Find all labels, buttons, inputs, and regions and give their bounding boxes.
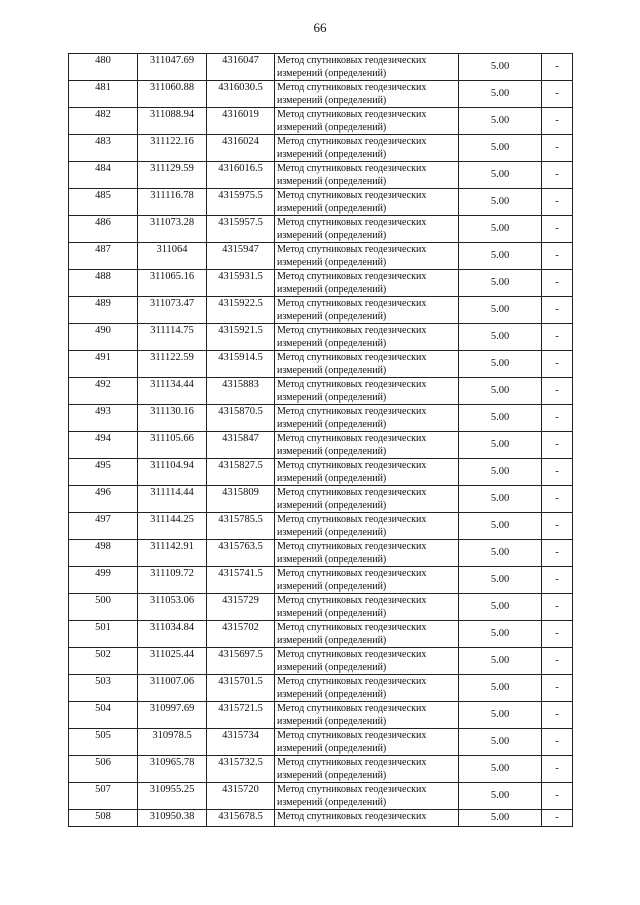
method-cell: Метод спутниковых геодезических измерений (определений) (275, 297, 459, 324)
x-coordinate-cell: 310955.25 (138, 783, 207, 810)
accuracy-cell: 5.00 (459, 270, 542, 297)
point-number-cell: 487 (69, 243, 138, 270)
x-coordinate-cell: 311007.06 (138, 675, 207, 702)
note-cell: - (542, 675, 573, 702)
x-coordinate-cell: 311114.75 (138, 324, 207, 351)
note-cell: - (542, 351, 573, 378)
y-coordinate-cell: 4315701.5 (207, 675, 275, 702)
accuracy-cell: 5.00 (459, 756, 542, 783)
y-coordinate-cell: 4316016.5 (207, 162, 275, 189)
table-row (69, 513, 573, 540)
x-coordinate-cell: 311134.44 (138, 378, 207, 405)
accuracy-cell: 5.00 (459, 783, 542, 810)
x-coordinate-cell: 311034.84 (138, 621, 207, 648)
method-cell: Метод спутниковых геодезических измерений (определений) (275, 432, 459, 459)
table-row (69, 486, 573, 513)
x-coordinate-cell: 311088.94 (138, 108, 207, 135)
point-number-cell: 507 (69, 783, 138, 810)
point-number-cell: 483 (69, 135, 138, 162)
method-cell: Метод спутниковых геодезических измерений (определений) (275, 756, 459, 783)
note-cell: - (542, 810, 573, 827)
method-cell: Метод спутниковых геодезических измерений (определений) (275, 783, 459, 810)
x-coordinate-cell: 311104.94 (138, 459, 207, 486)
note-cell: - (542, 297, 573, 324)
accuracy-cell: 5.00 (459, 216, 542, 243)
x-coordinate-cell: 311144.25 (138, 513, 207, 540)
table-row (69, 81, 573, 108)
y-coordinate-cell: 4315883 (207, 378, 275, 405)
table-row (69, 189, 573, 216)
y-coordinate-cell: 4316047 (207, 54, 275, 81)
y-coordinate-cell: 4315721.5 (207, 702, 275, 729)
table-row (69, 567, 573, 594)
x-coordinate-cell: 311129.59 (138, 162, 207, 189)
note-cell: - (542, 189, 573, 216)
y-coordinate-cell: 4316024 (207, 135, 275, 162)
method-cell: Метод спутниковых геодезических измерений (определений) (275, 594, 459, 621)
note-cell: - (542, 621, 573, 648)
y-coordinate-cell: 4315870.5 (207, 405, 275, 432)
y-coordinate-cell: 4315809 (207, 486, 275, 513)
point-number-cell: 500 (69, 594, 138, 621)
y-coordinate-cell: 4315785.5 (207, 513, 275, 540)
accuracy-cell: 5.00 (459, 351, 542, 378)
table-row (69, 756, 573, 783)
table-row (69, 54, 573, 81)
method-cell: Метод спутниковых геодезических измерений (определений) (275, 324, 459, 351)
point-number-cell: 490 (69, 324, 138, 351)
point-number-cell: 495 (69, 459, 138, 486)
coordinates-table (68, 53, 573, 827)
table-row (69, 594, 573, 621)
y-coordinate-cell: 4315763.5 (207, 540, 275, 567)
x-coordinate-cell: 311060.88 (138, 81, 207, 108)
point-number-cell: 486 (69, 216, 138, 243)
table-row (69, 648, 573, 675)
accuracy-cell: 5.00 (459, 594, 542, 621)
accuracy-cell: 5.00 (459, 162, 542, 189)
accuracy-cell: 5.00 (459, 189, 542, 216)
method-cell: Метод спутниковых геодезических измерений (определений) (275, 675, 459, 702)
accuracy-cell: 5.00 (459, 324, 542, 351)
y-coordinate-cell: 4316030.5 (207, 81, 275, 108)
y-coordinate-cell: 4315921.5 (207, 324, 275, 351)
table-row (69, 324, 573, 351)
method-cell: Метод спутниковых геодезических измерений (определений) (275, 621, 459, 648)
point-number-cell: 480 (69, 54, 138, 81)
accuracy-cell: 5.00 (459, 432, 542, 459)
y-coordinate-cell: 4316019 (207, 108, 275, 135)
note-cell: - (542, 162, 573, 189)
x-coordinate-cell: 310997.69 (138, 702, 207, 729)
note-cell: - (542, 216, 573, 243)
x-coordinate-cell: 311142.91 (138, 540, 207, 567)
y-coordinate-cell: 4315729 (207, 594, 275, 621)
x-coordinate-cell: 311064 (138, 243, 207, 270)
method-cell: Метод спутниковых геодезических измерений (определений) (275, 378, 459, 405)
accuracy-cell: 5.00 (459, 648, 542, 675)
point-number-cell: 492 (69, 378, 138, 405)
point-number-cell: 482 (69, 108, 138, 135)
method-cell: Метод спутниковых геодезических измерений (определений) (275, 513, 459, 540)
note-cell: - (542, 81, 573, 108)
table-row (69, 783, 573, 810)
accuracy-cell: 5.00 (459, 243, 542, 270)
note-cell: - (542, 405, 573, 432)
table-row (69, 162, 573, 189)
point-number-cell: 498 (69, 540, 138, 567)
table-row (69, 432, 573, 459)
method-cell: Метод спутниковых геодезических измерений (определений) (275, 108, 459, 135)
note-cell: - (542, 432, 573, 459)
point-number-cell: 488 (69, 270, 138, 297)
note-cell: - (542, 567, 573, 594)
table-row (69, 297, 573, 324)
note-cell: - (542, 594, 573, 621)
y-coordinate-cell: 4315914.5 (207, 351, 275, 378)
point-number-cell: 491 (69, 351, 138, 378)
table-row (69, 216, 573, 243)
y-coordinate-cell: 4315957.5 (207, 216, 275, 243)
y-coordinate-cell: 4315697.5 (207, 648, 275, 675)
note-cell: - (542, 270, 573, 297)
accuracy-cell: 5.00 (459, 108, 542, 135)
accuracy-cell: 5.00 (459, 135, 542, 162)
method-cell: Метод спутниковых геодезических измерений (определений) (275, 540, 459, 567)
note-cell: - (542, 486, 573, 513)
method-cell: Метод спутниковых геодезических измерений (определений) (275, 567, 459, 594)
method-cell: Метод спутниковых геодезических измерений (определений) (275, 135, 459, 162)
x-coordinate-cell: 310950.38 (138, 810, 207, 827)
method-cell: Метод спутниковых геодезических измерений (определений) (275, 270, 459, 297)
y-coordinate-cell: 4315922.5 (207, 297, 275, 324)
point-number-cell: 497 (69, 513, 138, 540)
accuracy-cell: 5.00 (459, 675, 542, 702)
page-number: 66 (313, 20, 327, 35)
method-cell: Метод спутниковых геодезических измерений (определений) (275, 486, 459, 513)
x-coordinate-cell: 311122.16 (138, 135, 207, 162)
accuracy-cell: 5.00 (459, 702, 542, 729)
accuracy-cell: 5.00 (459, 459, 542, 486)
y-coordinate-cell: 4315827.5 (207, 459, 275, 486)
accuracy-cell: 5.00 (459, 486, 542, 513)
table-row (69, 729, 573, 756)
note-cell: - (542, 702, 573, 729)
point-number-cell: 504 (69, 702, 138, 729)
method-cell: Метод спутниковых геодезических измерений (определений) (275, 405, 459, 432)
method-cell: Метод спутниковых геодезических измерений (определений) (275, 81, 459, 108)
x-coordinate-cell: 311053.06 (138, 594, 207, 621)
note-cell: - (542, 108, 573, 135)
method-cell: Метод спутниковых геодезических измерений (определений) (275, 729, 459, 756)
point-number-cell: 496 (69, 486, 138, 513)
point-number-cell: 494 (69, 432, 138, 459)
point-number-cell: 499 (69, 567, 138, 594)
accuracy-cell: 5.00 (459, 729, 542, 756)
note-cell: - (542, 783, 573, 810)
table-row (69, 810, 573, 827)
accuracy-cell: 5.00 (459, 513, 542, 540)
x-coordinate-cell: 311116.78 (138, 189, 207, 216)
accuracy-cell: 5.00 (459, 378, 542, 405)
accuracy-cell: 5.00 (459, 567, 542, 594)
x-coordinate-cell: 311047.69 (138, 54, 207, 81)
y-coordinate-cell: 4315732.5 (207, 756, 275, 783)
table-row (69, 135, 573, 162)
x-coordinate-cell: 311109.72 (138, 567, 207, 594)
x-coordinate-cell: 311105.66 (138, 432, 207, 459)
note-cell: - (542, 459, 573, 486)
table-row (69, 270, 573, 297)
x-coordinate-cell: 311114.44 (138, 486, 207, 513)
accuracy-cell: 5.00 (459, 621, 542, 648)
y-coordinate-cell: 4315678.5 (207, 810, 275, 827)
table-row (69, 459, 573, 486)
y-coordinate-cell: 4315931.5 (207, 270, 275, 297)
x-coordinate-cell: 311130.16 (138, 405, 207, 432)
method-cell: Метод спутниковых геодезических измерений (определений) (275, 702, 459, 729)
note-cell: - (542, 729, 573, 756)
table-row (69, 378, 573, 405)
accuracy-cell: 5.00 (459, 810, 542, 827)
table-row (69, 621, 573, 648)
point-number-cell: 505 (69, 729, 138, 756)
point-number-cell: 493 (69, 405, 138, 432)
method-cell: Метод спутниковых геодезических измерений (определений) (275, 216, 459, 243)
x-coordinate-cell: 310978.5 (138, 729, 207, 756)
y-coordinate-cell: 4315975.5 (207, 189, 275, 216)
note-cell: - (542, 135, 573, 162)
method-cell: Метод спутниковых геодезических измерений (определений) (275, 648, 459, 675)
method-cell: Метод спутниковых геодезических измерений (определений) (275, 189, 459, 216)
table-row (69, 351, 573, 378)
table-row (69, 702, 573, 729)
x-coordinate-cell: 310965.78 (138, 756, 207, 783)
accuracy-cell: 5.00 (459, 81, 542, 108)
x-coordinate-cell: 311073.47 (138, 297, 207, 324)
x-coordinate-cell: 311065.16 (138, 270, 207, 297)
note-cell: - (542, 54, 573, 81)
method-cell: Метод спутниковых геодезических измерений (определений) (275, 162, 459, 189)
method-cell: Метод спутниковых геодезических измерений (определений) (275, 351, 459, 378)
point-number-cell: 481 (69, 81, 138, 108)
note-cell: - (542, 756, 573, 783)
point-number-cell: 503 (69, 675, 138, 702)
method-cell: Метод спутниковых геодезических измерений (определений) (275, 54, 459, 81)
y-coordinate-cell: 4315734 (207, 729, 275, 756)
table-body (69, 54, 573, 827)
table-row (69, 108, 573, 135)
point-number-cell: 502 (69, 648, 138, 675)
y-coordinate-cell: 4315720 (207, 783, 275, 810)
note-cell: - (542, 513, 573, 540)
table-row (69, 675, 573, 702)
x-coordinate-cell: 311073.28 (138, 216, 207, 243)
accuracy-cell: 5.00 (459, 297, 542, 324)
y-coordinate-cell: 4315741.5 (207, 567, 275, 594)
point-number-cell: 489 (69, 297, 138, 324)
note-cell: - (542, 648, 573, 675)
point-number-cell: 501 (69, 621, 138, 648)
method-cell: Метод спутниковых геодезических измерений (определений) (275, 243, 459, 270)
y-coordinate-cell: 4315947 (207, 243, 275, 270)
method-cell: Метод спутниковых геодезических (275, 810, 459, 827)
accuracy-cell: 5.00 (459, 54, 542, 81)
point-number-cell: 506 (69, 756, 138, 783)
point-number-cell: 484 (69, 162, 138, 189)
point-number-cell: 508 (69, 810, 138, 827)
point-number-cell: 485 (69, 189, 138, 216)
x-coordinate-cell: 311122.59 (138, 351, 207, 378)
note-cell: - (542, 540, 573, 567)
accuracy-cell: 5.00 (459, 540, 542, 567)
table-row (69, 243, 573, 270)
y-coordinate-cell: 4315847 (207, 432, 275, 459)
table-row (69, 405, 573, 432)
note-cell: - (542, 324, 573, 351)
y-coordinate-cell: 4315702 (207, 621, 275, 648)
note-cell: - (542, 243, 573, 270)
note-cell: - (542, 378, 573, 405)
method-cell: Метод спутниковых геодезических измерений (определений) (275, 459, 459, 486)
x-coordinate-cell: 311025.44 (138, 648, 207, 675)
table-row (69, 540, 573, 567)
accuracy-cell: 5.00 (459, 405, 542, 432)
